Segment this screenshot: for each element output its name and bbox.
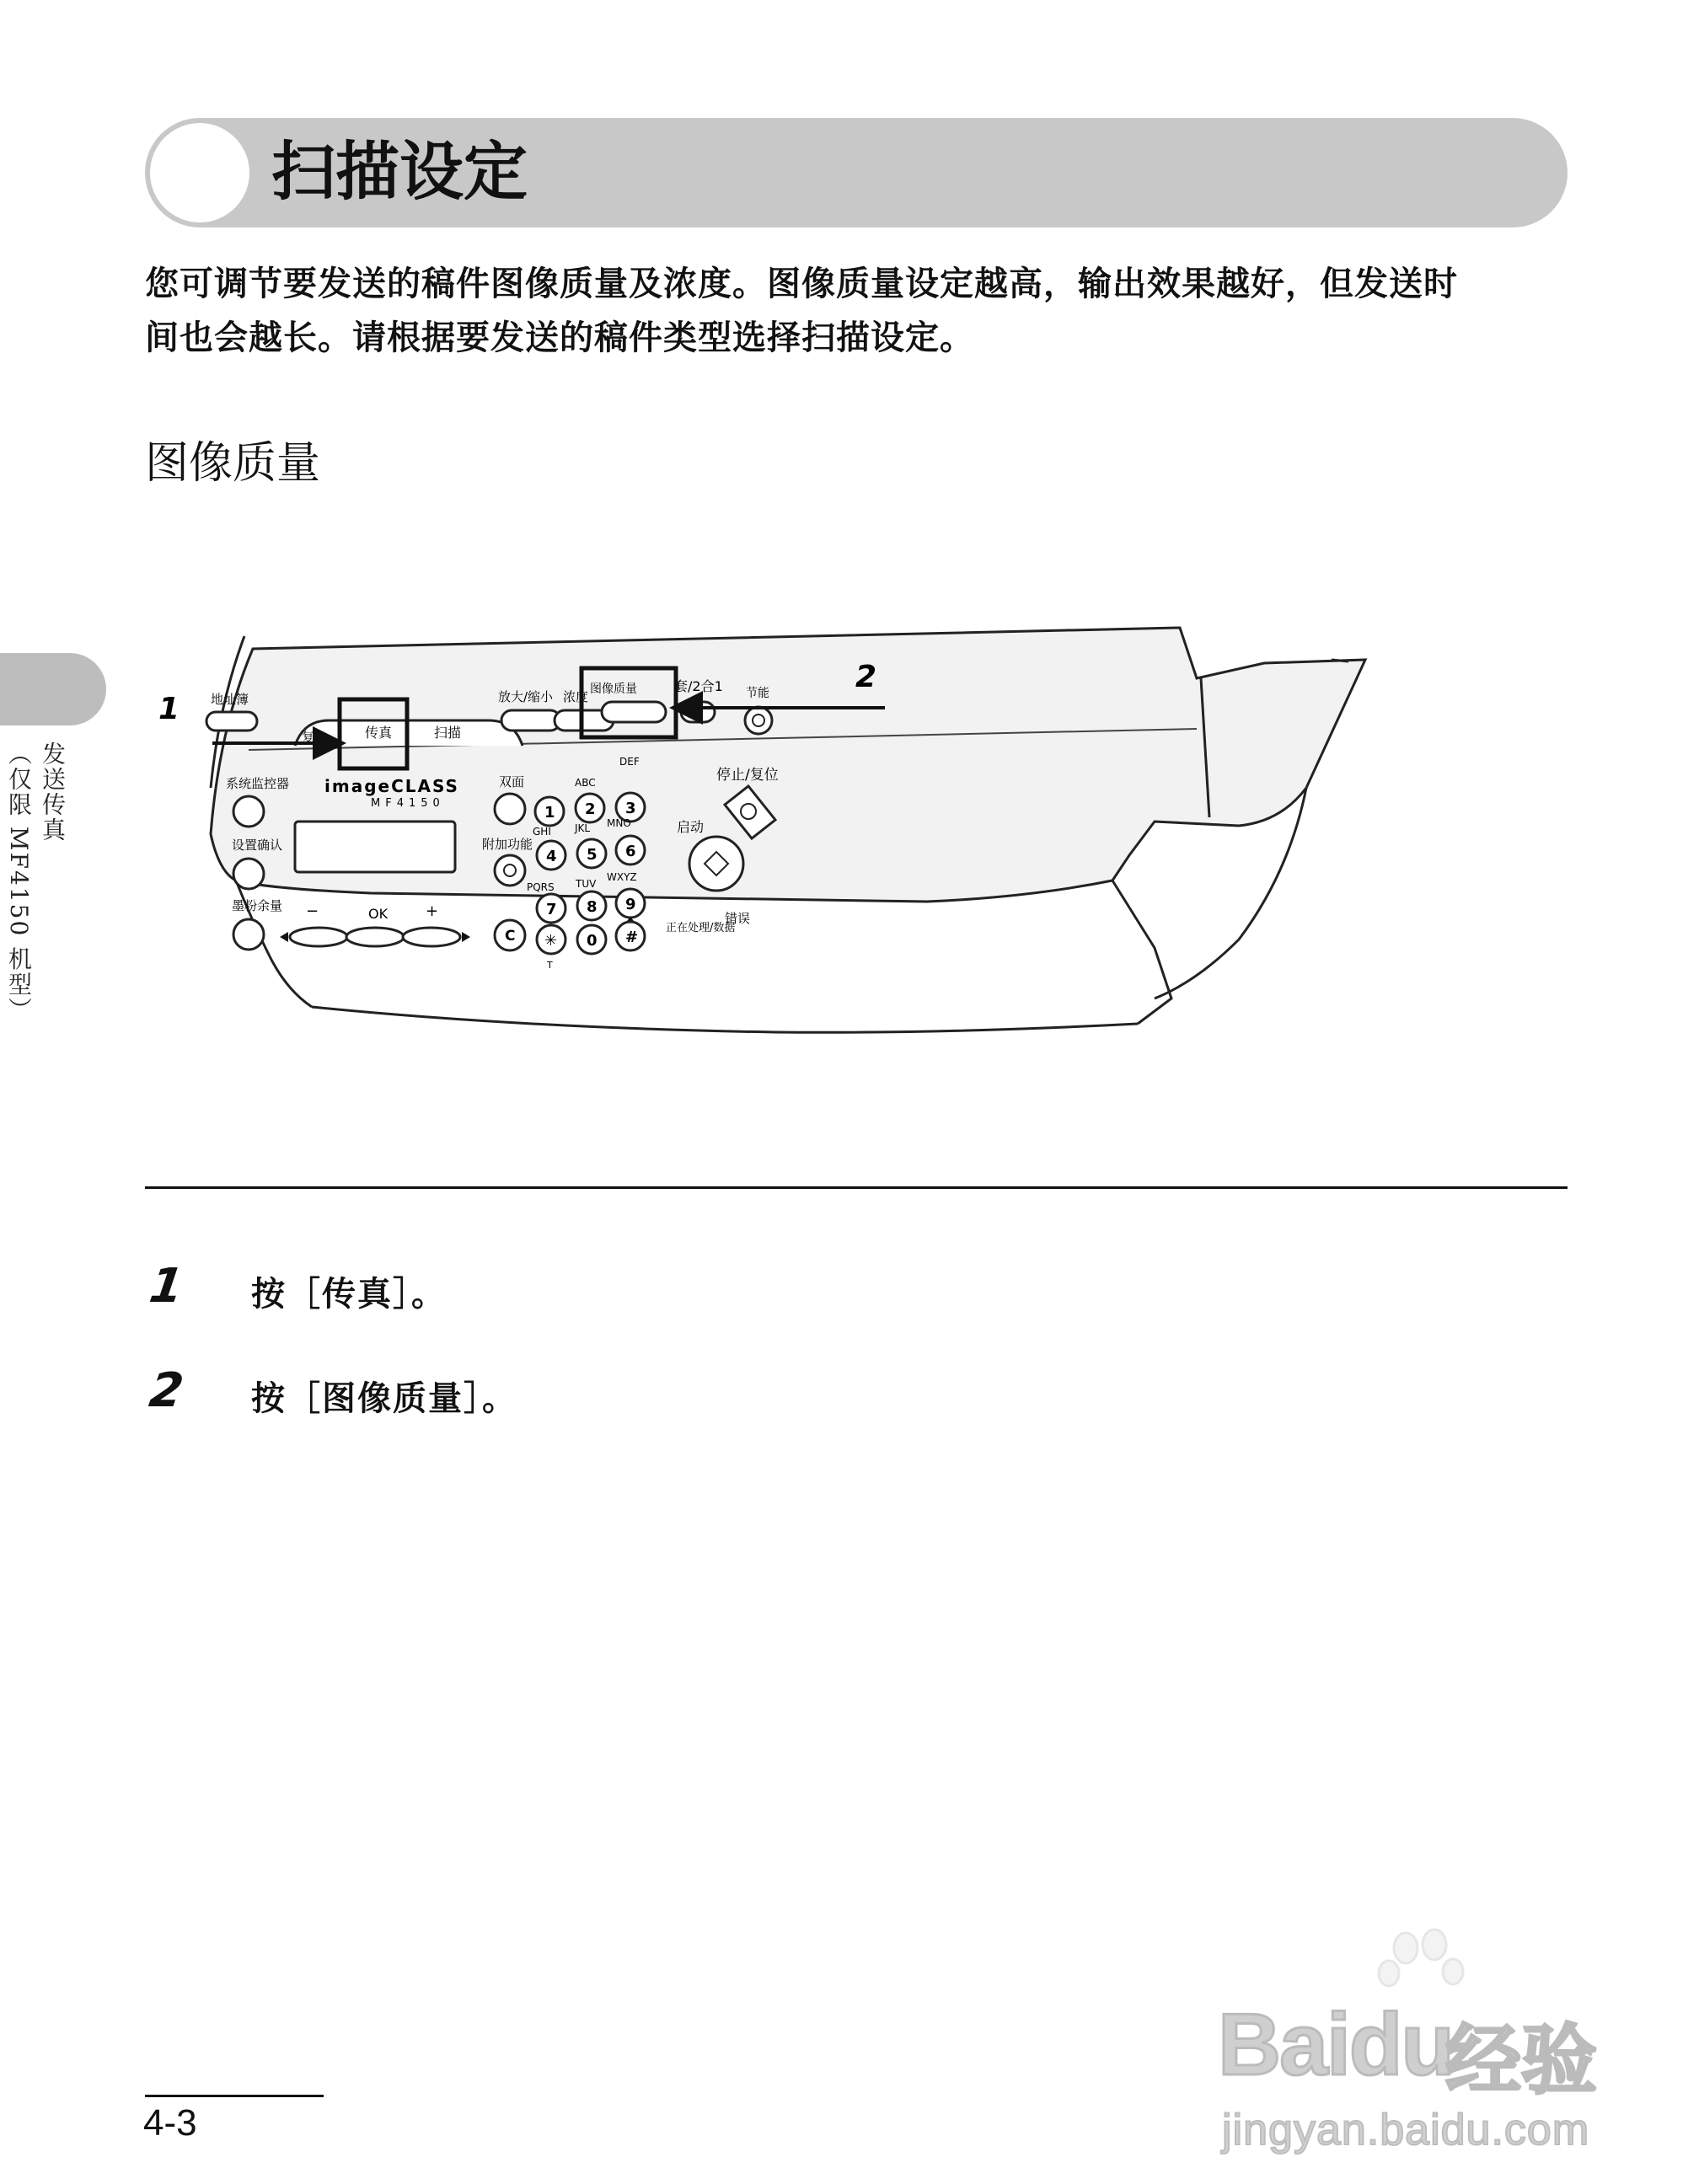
label-fax: 传真 <box>365 725 393 741</box>
watermark-cn: 经验 <box>1445 2016 1597 2105</box>
label-additional-functions: 附加功能 <box>482 837 533 852</box>
label-address-book: 地址簿 <box>211 692 249 707</box>
key-9-label: 9 <box>625 896 636 913</box>
key-2-label: 2 <box>585 800 596 818</box>
additional-functions-button[interactable] <box>495 855 525 886</box>
title-circle-decoration <box>150 123 249 222</box>
label-start: 启动 <box>677 819 705 835</box>
key-4-letters: GHI <box>533 826 551 838</box>
duplex-button[interactable] <box>495 794 525 824</box>
label-system-monitor: 系统监控器 <box>226 776 290 791</box>
label-clear: C <box>505 928 516 945</box>
start-button[interactable] <box>689 837 743 891</box>
lcd-display <box>295 822 455 872</box>
footer-rule <box>145 2095 324 2097</box>
system-monitor-button[interactable] <box>233 796 264 827</box>
callout-2: 2 <box>855 660 877 694</box>
key-5-letters: JKL <box>575 822 591 834</box>
watermark-brand: Baidu <box>1218 1996 1453 2094</box>
plus-button[interactable] <box>403 928 460 946</box>
key-9-letters: WXYZ <box>607 871 637 883</box>
key-5-label: 5 <box>587 846 598 864</box>
step-1-text: 按［传真］。 <box>251 1275 447 1314</box>
label-image-quality: 图像质量 <box>590 682 637 696</box>
section-title: 图像质量 <box>145 438 321 489</box>
key-3-label: 3 <box>625 800 636 817</box>
key-6-letters: MNO <box>607 817 631 829</box>
enlarge-reduce-button[interactable] <box>501 710 560 731</box>
label-ok: OK <box>368 906 389 922</box>
chapter-tab <box>0 653 106 725</box>
toner-level-button[interactable] <box>233 919 264 950</box>
label-copy-partial: 复 <box>302 730 315 745</box>
settings-check-button[interactable] <box>233 859 264 889</box>
label-tone: T <box>547 960 553 971</box>
label-processing-data: 正在处理/数据 <box>666 922 736 934</box>
label-settings-check: 设置确认 <box>232 838 283 853</box>
label-minus: − <box>306 902 319 920</box>
key-4-label: 4 <box>546 848 557 865</box>
collate-button[interactable] <box>681 702 715 722</box>
step-2-text: 按［图像质量］。 <box>251 1379 517 1418</box>
key-8-letters: TUV <box>576 878 597 890</box>
brand-logo: imageCLASS <box>324 776 459 796</box>
section-divider <box>145 1186 1568 1189</box>
key-6-label: 6 <box>625 843 636 860</box>
key-1-label: 1 <box>544 804 555 822</box>
step-2-number: 2 <box>146 1363 187 1418</box>
chapter-name: 发送传真 <box>39 741 67 843</box>
watermark-url: jingyan.baidu.com <box>1222 2106 1590 2155</box>
chapter-note: （仅限 MF4150 机型） <box>5 741 33 1023</box>
key-0-label: 0 <box>587 932 598 950</box>
key-8-label: 8 <box>587 898 598 916</box>
key-7-label: 7 <box>546 901 557 918</box>
key-star-label: ✳ <box>544 932 558 950</box>
label-duplex: 双面 <box>499 774 525 790</box>
key-2-letters: ABC <box>575 777 596 789</box>
page-title: 扫描设定 <box>271 134 528 209</box>
ok-button[interactable] <box>346 928 404 946</box>
label-enlarge-reduce: 放大/缩小 <box>498 689 554 704</box>
intro-line-2: 间也会越长。请根据要发送的稿件类型选择扫描设定。 <box>145 318 974 357</box>
label-error: 错误 <box>725 911 751 926</box>
intro-paragraph <box>145 257 1578 365</box>
label-collate: 套/2合1 <box>674 678 723 694</box>
label-toner-level: 墨粉余量 <box>232 898 283 913</box>
callout-1: 1 <box>158 692 180 726</box>
label-plus: + <box>426 902 439 920</box>
energy-saver-button[interactable] <box>745 707 772 734</box>
key-7-letters: PQRS <box>527 881 555 893</box>
label-energy-saver: 节能 <box>746 687 769 700</box>
label-scan: 扫描 <box>434 725 462 741</box>
minus-button[interactable] <box>290 928 347 946</box>
key-3-letters: DEF <box>619 756 640 768</box>
model-label: MF4150 <box>371 797 445 810</box>
label-density: 浓度 <box>563 689 589 704</box>
step-1-number: 1 <box>146 1259 187 1314</box>
control-panel-illustration <box>158 602 1483 1083</box>
image-quality-button[interactable] <box>602 702 666 722</box>
page-number: 4-3 <box>143 2102 197 2144</box>
chapter-side-label <box>5 741 69 1023</box>
address-book-button[interactable] <box>206 712 257 731</box>
key-hash-label: # <box>625 929 639 946</box>
right-arrow-icon <box>462 932 470 942</box>
left-arrow-icon <box>280 932 288 942</box>
intro-line-1: 您可调节要发送的稿件图像质量及浓度。图像质量设定越高，输出效果越好，但发送时 <box>145 265 1458 303</box>
label-stop-reset: 停止/复位 <box>716 767 779 784</box>
